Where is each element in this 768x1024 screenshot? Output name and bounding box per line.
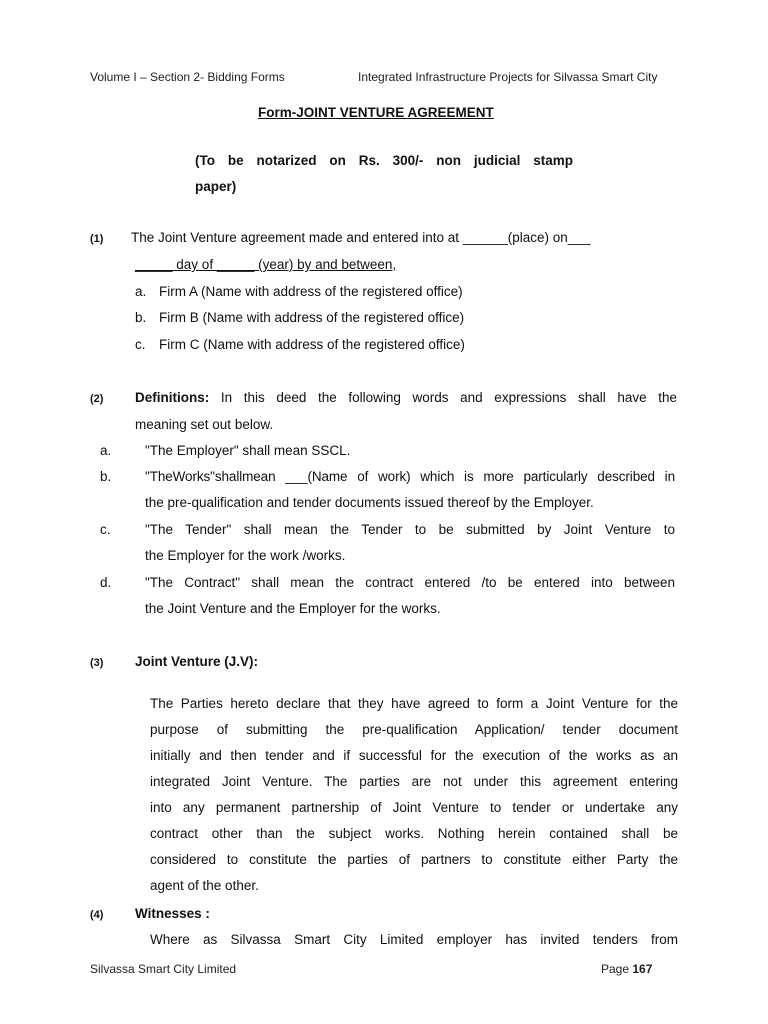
jv-paragraph-line7: considered to constitute the parties of partners to constitute either Party the bbox=[150, 852, 678, 867]
page-number-value: 167 bbox=[632, 962, 653, 976]
header-left: Volume I – Section 2- Bidding Forms bbox=[90, 70, 285, 84]
page-number bbox=[601, 962, 652, 976]
jv-paragraph-line3: initially and then tender and if successful for the execution of the works as an bbox=[150, 748, 678, 763]
jv-paragraph-line2: purpose of submitting the pre-qualification Application/ tender document bbox=[150, 722, 678, 737]
jv-paragraph-line6: contract other than the subject works. Nothing herein contained shall be bbox=[150, 826, 678, 841]
section-number-3: (3) bbox=[90, 657, 104, 669]
section2-line2: meaning set out below. bbox=[135, 417, 274, 432]
page-label: Page bbox=[601, 962, 630, 976]
definitions-heading: Definitions: bbox=[135, 390, 210, 405]
definition-d-marker: d. bbox=[100, 575, 112, 590]
jv-paragraph-line4: integrated Joint Venture. The parties are not under this agreement entering bbox=[150, 774, 678, 789]
section2-line1 bbox=[135, 391, 677, 405]
definition-b-line2: the pre-qualification and tender documents issued thereof by the Employer. bbox=[145, 495, 594, 510]
definition-d-line1: "The Contract" shall mean the contract entered /to be entered into between bbox=[145, 575, 675, 590]
section-number-2: (2) bbox=[90, 393, 104, 405]
section1-line2: _____ day of _____ (year) by and between, bbox=[135, 257, 397, 272]
joint-venture-heading: Joint Venture (J.V): bbox=[135, 654, 259, 669]
definition-c-line2: the Employer for the work /works. bbox=[145, 548, 346, 563]
firm-c-marker: c. bbox=[135, 337, 146, 352]
firm-b-marker: b. bbox=[135, 310, 147, 325]
footer-organization: Silvassa Smart City Limited bbox=[90, 962, 237, 976]
firm-a-text: Firm A (Name with address of the registered office) bbox=[159, 284, 463, 299]
notarization-note-line1: (To be notarized on Rs. 300/- non judicial stamp bbox=[195, 153, 573, 168]
firm-b-text: Firm B (Name with address of the registered office) bbox=[159, 310, 465, 325]
notarization-note-line2: paper) bbox=[195, 179, 237, 194]
firm-c-text: Firm C (Name with address of the registered office) bbox=[159, 337, 465, 352]
section1-line1: The Joint Venture agreement made and entered into at ______(place) on___ bbox=[131, 230, 591, 245]
header-right: Integrated Infrastructure Projects for Silvassa Smart City bbox=[358, 70, 658, 84]
definition-b-line1: "TheWorks"shallmean ___(Name of work) which is more particularly described in bbox=[145, 469, 675, 484]
definition-c-line1: "The Tender" shall mean the Tender to be submitted by Joint Venture to bbox=[145, 522, 675, 537]
definition-d-line2: the Joint Venture and the Employer for the works. bbox=[145, 601, 441, 616]
page-title: Form-JOINT VENTURE AGREEMENT bbox=[258, 105, 494, 120]
section-number-1: (1) bbox=[90, 233, 104, 245]
jv-paragraph-line1: The Parties hereto declare that they have agreed to form a Joint Venture for the bbox=[150, 696, 678, 711]
definition-c-marker: c. bbox=[100, 522, 111, 537]
jv-paragraph-line8: agent of the other. bbox=[150, 878, 259, 893]
definition-a-marker: a. bbox=[100, 443, 112, 458]
witnesses-heading: Witnesses : bbox=[135, 906, 210, 921]
section2-line1-rest: In this deed the following words and expressions shall have the bbox=[209, 390, 677, 405]
jv-paragraph-line5: into any permanent partnership of Joint Venture to tender or undertake any bbox=[150, 800, 678, 815]
definition-b-marker: b. bbox=[100, 469, 112, 484]
section-number-4: (4) bbox=[90, 909, 104, 921]
definition-a-text: "The Employer" shall mean SSCL. bbox=[145, 443, 351, 458]
witnesses-line1: Where as Silvassa Smart City Limited employer has invited tenders from bbox=[150, 932, 678, 947]
firm-a-marker: a. bbox=[135, 284, 147, 299]
